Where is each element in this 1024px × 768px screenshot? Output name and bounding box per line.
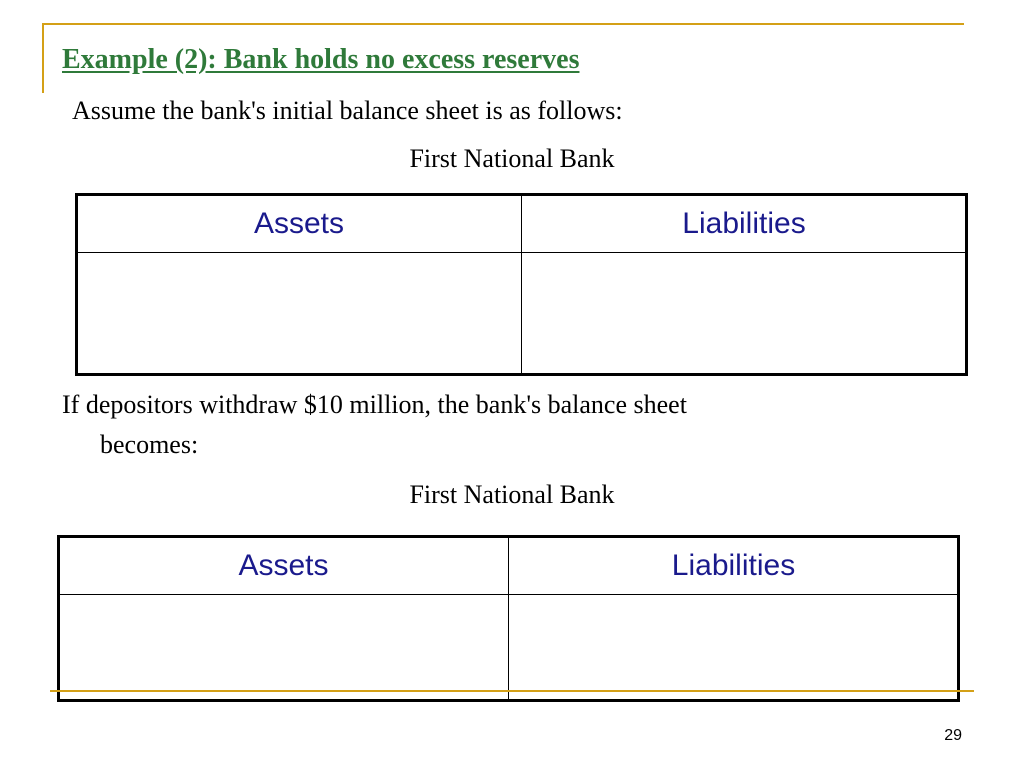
slide-title: Example (2): Bank holds no excess reserves (62, 44, 580, 75)
assets-cell (77, 253, 522, 375)
liabilities-header: Liabilities (509, 537, 959, 595)
left-accent-rule (42, 23, 44, 93)
page-number: 29 (944, 727, 962, 744)
table2-caption: First National Bank (409, 480, 615, 509)
balance-sheet-initial (76, 194, 967, 375)
intro-text: Assume the bank's initial balance sheet is as follows: (72, 96, 623, 125)
liabilities-cell (522, 253, 967, 375)
liabilities-header: Liabilities (522, 195, 967, 253)
assets-cell (59, 595, 509, 701)
table1-caption: First National Bank (409, 144, 615, 173)
liabilities-cell (509, 595, 959, 701)
bottom-accent-rule (50, 690, 974, 692)
assets-header: Assets (77, 195, 522, 253)
transition-text-line2: becomes: (100, 430, 199, 459)
assets-header: Assets (59, 537, 509, 595)
balance-sheet-after-withdrawal (58, 536, 959, 701)
transition-text-line1: If depositors withdraw $10 million, the bank's balance sheet (62, 390, 687, 419)
top-accent-rule (42, 23, 964, 25)
